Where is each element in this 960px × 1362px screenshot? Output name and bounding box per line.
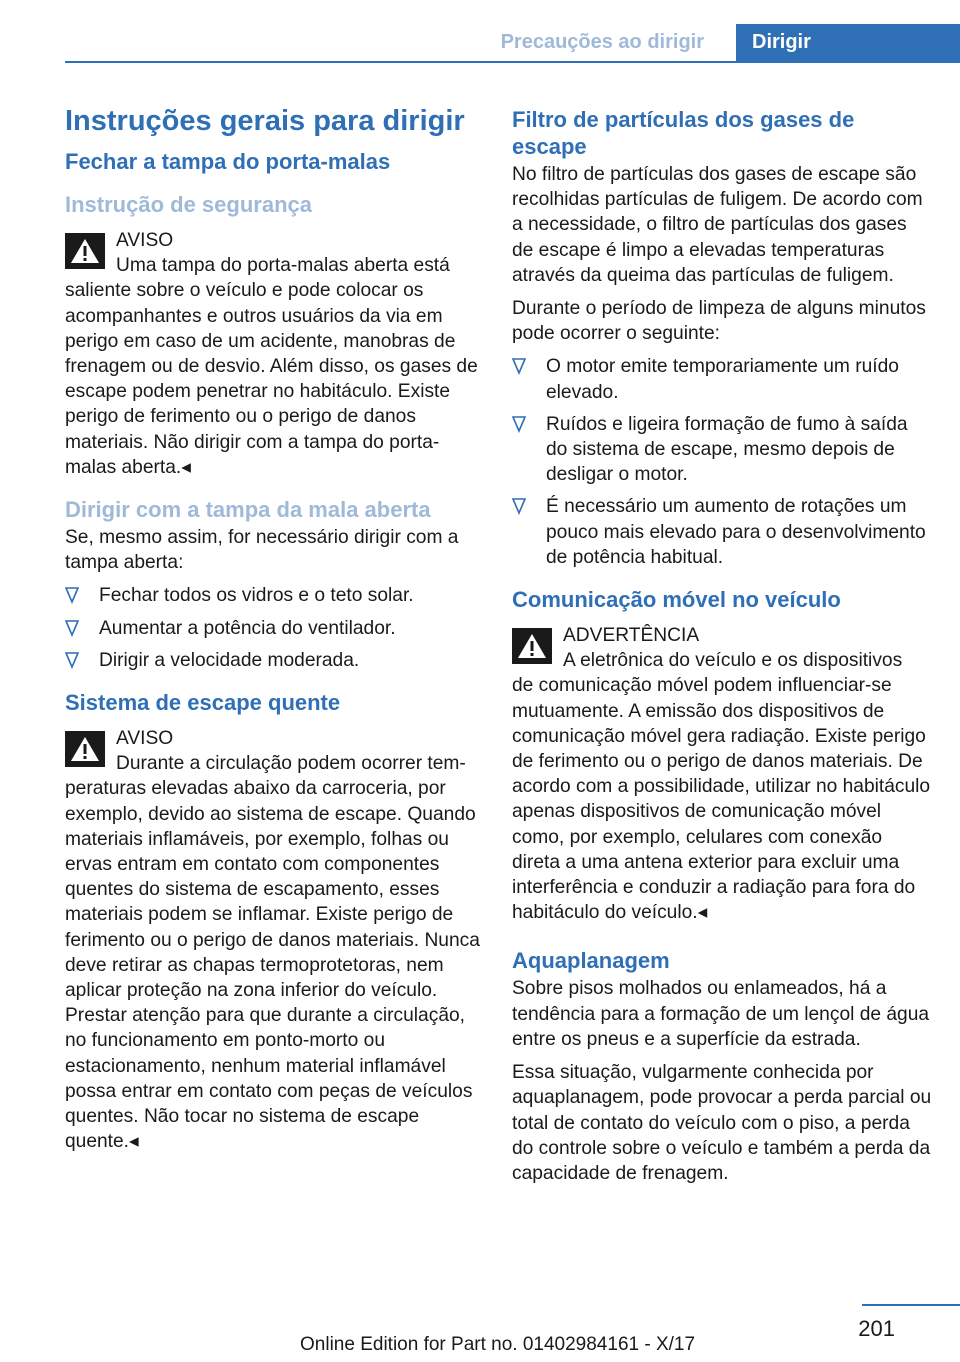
triangle-bullet-icon <box>512 497 526 515</box>
triangle-bullet-icon <box>65 619 79 637</box>
subheading-open-trunk: Dirigir com a tampa da mala aberta <box>65 497 431 523</box>
paragraph-filter-1: No filtro de partículas dos gases de escape são recolhidas partículas de fuligem. De acordo com a necessidade, o filtro de partículas dos gases de escape é limpo a elevadas temperaturas através da queima das partículas de fuligem. <box>512 164 923 286</box>
warning-body-text: de comunicação móvel podem influenciar-se mutuamente. A emissão dos dispositivos de comunicação móvel gera radiação. Existe perigo de ferimento ou o perigo de danos materiais. De acordo com a possibilidade, utilizar no habitáculo apenas dispositivos de comunicação móvel como, por exemplo, celulares com conexão direta a uma antena exterior para excluir uma interferência e conduzir a radiação para fora do habitáculo do veículo.◂ <box>512 675 931 924</box>
warning-label: AVISO <box>116 230 174 251</box>
warning-block-trunk <box>65 228 480 480</box>
page-number: 201 <box>858 1316 895 1341</box>
list-item <box>65 648 480 673</box>
warning-label: AVISO <box>116 728 174 750</box>
section-heading-trunk: Fechar a tampa do porta-malas <box>65 149 391 174</box>
list-item-text: Aumentar a potência do ventilador. <box>99 617 396 639</box>
page-header <box>0 24 960 62</box>
warning-triangle-icon <box>65 731 105 767</box>
open-trunk-list <box>65 583 480 673</box>
list-item-text: Ruídos e ligeira formação de fumo à saída do sistema de escape, mesmo depois de desligar o motor. <box>546 413 908 486</box>
warning-label: ADVERTÊNCIA <box>563 625 700 647</box>
footer-rule <box>862 1304 960 1306</box>
section-heading-exhaust: Sistema de escape quente <box>65 690 341 716</box>
triangle-bullet-icon <box>512 357 526 375</box>
warning-lead-text: Uma tampa do porta-malas aberta está <box>116 255 450 277</box>
paragraph-open-trunk-intro: Se, mesmo assim, for necessário dirigir com a tampa aberta: <box>65 527 459 574</box>
section-heading-mobile-communication: Comunicação móvel no veículo <box>512 587 841 613</box>
triangle-bullet-icon <box>65 651 79 669</box>
list-item-text: É necessário um aumento de rotações um pouco mais elevado para o desenvolvimento de potência habitual. <box>546 496 926 568</box>
triangle-bullet-icon <box>65 586 79 604</box>
section-heading-particle-filter: Filtro de partículas dos gases de escape <box>512 107 855 159</box>
left-column <box>65 96 480 1155</box>
warning-block-exhaust <box>65 726 480 1154</box>
page-title: Instruções gerais para dirigir <box>65 105 465 137</box>
paragraph-aquaplaning-1: Sobre pisos molhados ou enlameados, há a tendência para a formação de um lençol de água entre os pneus e a superfície da estrada. <box>512 978 930 1050</box>
list-item <box>512 494 932 570</box>
header-rule <box>65 61 960 63</box>
paragraph-aquaplaning-2: Essa situação, vulgarmente conhecida por aquaplanagem, pode provocar a perda parcial ou total de contato do veículo com o piso, a perda do controle sobre o veículo e também a perda da capacidade de frenagem. <box>512 1062 932 1184</box>
paragraph-filter-2: Durante o período de limpeza de alguns minutos pode ocorrer o seguinte: <box>512 298 926 345</box>
list-item-text: Dirigir a velocidade moderada. <box>99 649 360 671</box>
header-section-title: Precauções ao dirigir <box>500 31 704 53</box>
list-item-text: O motor emite temporariamente um ruído elevado. <box>546 356 899 403</box>
warning-body-text: saliente sobre o veículo e pode colocar os acompanhantes e outros usuários da via em perigo em caso de um acidente, manobras de frenagem ou de desvio. Além disso, os gases de escape podem penetrar no habitáculo. Existe perigo de ferimento ou o perigo de danos materiais. Não dirigir com a tampa do porta-malas aberta.◂ <box>65 280 478 478</box>
list-item <box>65 583 480 608</box>
edition-note: Online Edition for Part no. 01402984161 - X/17 <box>300 1334 696 1355</box>
warning-triangle-icon <box>512 628 552 664</box>
triangle-bullet-icon <box>512 415 526 433</box>
warning-lead-text: Durante a circulação podem ocorrer tem- <box>116 753 466 775</box>
right-column <box>512 96 932 1186</box>
list-item <box>65 616 480 641</box>
warning-body-text: peraturas elevadas abaixo da carroceria, por exemplo, devido ao sistema de escape. Quando materiais inflamáveis, por exemplo, folhas ou ervas entram em contato com componentes quentes do sistema de escapamento, esses materiais podem se inflamar. Existe perigo de ferimento ou o perigo de danos materiais. Nunca deve retirar as chapas termoprotetoras, nem aplicar proteção na zona inferior do veículo. Prestar atenção para que durante a circulação, no funcionamento em ponto-morto ou estacionamento, nenhum material inflamável possa entrar em contato com peças de veículos quentes. Não tocar no sistema de escape quente.◂ <box>65 778 480 1153</box>
warning-block-mobile <box>512 623 932 925</box>
warning-triangle-icon <box>65 233 105 269</box>
warning-lead-text: A eletrônica do veículo e os dispositivos <box>563 650 903 672</box>
list-item <box>512 412 932 488</box>
subheading-safety-instruction: Instrução de segurança <box>65 192 312 217</box>
list-item-text: Fechar todos os vidros e o teto solar. <box>99 585 414 607</box>
list-item <box>512 354 932 404</box>
header-chapter-tab: Dirigir <box>736 24 960 61</box>
section-heading-aquaplaning: Aquaplanagem <box>512 948 670 974</box>
filter-list <box>512 354 932 570</box>
